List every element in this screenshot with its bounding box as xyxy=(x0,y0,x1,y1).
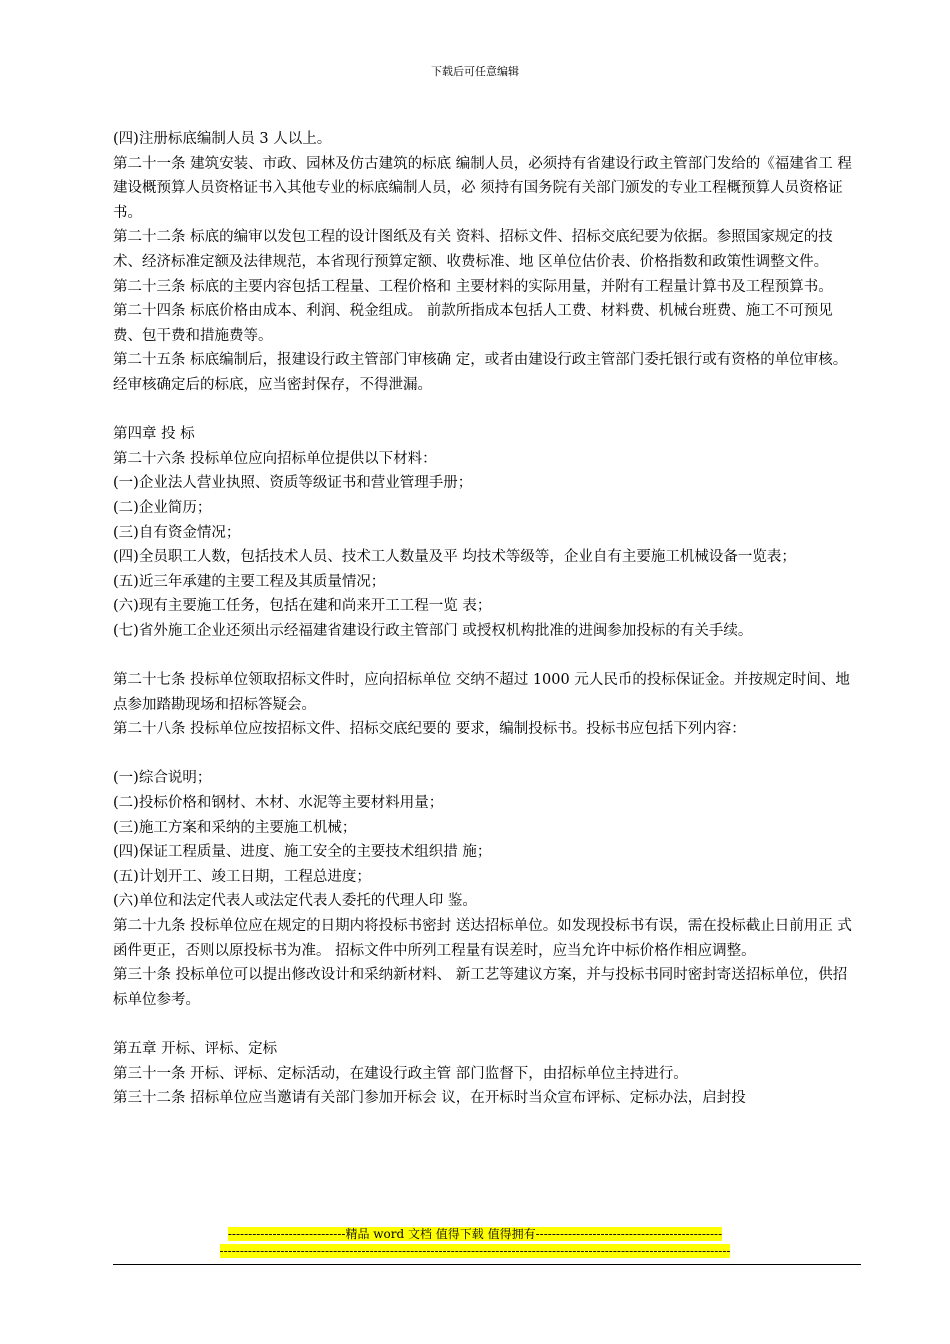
paragraph: 第二十七条 投标单位领取招标文件时，应向招标单位 交纳不超过 1000 元人民币的投标保证金。并按规定时间、地 点参加踏勘现场和招标答疑会。 xyxy=(113,672,850,713)
paragraph: 第三十二条 招标单位应当邀请有关部门参加开标会 议，在开标时当众宣布评标、定标办法，启封投 xyxy=(113,1090,746,1107)
list-item: (六)单位和法定代表人或法定代表人委托的代理人印 鉴。 xyxy=(113,893,477,910)
paragraph: 第二十八条 投标单位应按招标文件、招标交底纪要的 要求，编制投标书。投标书应包括下列内容： xyxy=(113,721,746,738)
paragraph: 第二十三条 标底的主要内容包括工程量、工程价格和 主要材料的实际用量，并附有工程量计算书及工程预算书。 xyxy=(113,278,833,295)
list-item: (一)综合说明； xyxy=(113,770,212,787)
blank-line xyxy=(113,643,861,668)
chapter-heading: 第四章 投 标 xyxy=(113,426,195,443)
blank-line xyxy=(113,742,861,767)
paragraph: 第二十二条 标底的编审以发包工程的设计图纸及有关 资料、招标文件、招标交底纪要为依据。参照国家规定的技 术、经济标准定额及法律规范，本省现行预算定额、收费标准、地 区单位估价表、价格指数和政策性调整文件。 xyxy=(113,229,833,270)
blank-line xyxy=(113,1012,861,1037)
page-header xyxy=(0,64,950,80)
list-item: (三)自有资金情况； xyxy=(113,524,241,541)
paragraph: 第二十六条 投标单位应向招标单位提供以下材料： xyxy=(113,450,437,467)
blank-line xyxy=(113,398,861,423)
paragraph: 第二十一条 建筑安装、市政、园林及仿古建筑的标底 编制人员，必须持有省建设行政主管部门发给的《福建省工 程建设概预算人员资格证书入其他专业的标底编制人员，必 须持有国务院有关部门颁发的专业工程概预算人员资格证 书。 xyxy=(113,155,852,221)
footer-line-2: ------------------------------------------------------------------------------------------------------------------------------ xyxy=(219,1244,731,1258)
list-item: (六)现有主要施工任务，包括在建和尚来开工工程一览 表； xyxy=(113,598,492,615)
paragraph: 第二十五条 标底编制后，报建设行政主管部门审核确 定，或者由建设行政主管部门委托银行或有资格的单位审核。 经审核确定后的标底，应当密封保存，不得泄漏。 xyxy=(113,352,848,393)
list-item: (五)近三年承建的主要工程及其质量情况； xyxy=(113,573,386,590)
paragraph: 第二十九条 投标单位应在规定的日期内将投标书密封 送达招标单位。如发现投标书有误，需在投标截止日前用正 式函件更正，否则以原投标书为准。 招标文件中所列工程量有误差时，应当允许中标价格作相应调整。 xyxy=(113,918,852,959)
footer-line-1: -----------------------------精品 word 文档 值得下载 值得拥有---------------------------------------------- xyxy=(227,1227,723,1241)
list-item: (二)投标价格和钢材、木材、水泥等主要材料用量； xyxy=(113,795,444,812)
list-item: (七)省外施工企业还须出示经福建省建设行政主管部门 或授权机构批准的进闽参加投标的有关手续。 xyxy=(113,622,753,639)
list-item: (五)计划开工、竣工日期，工程总进度； xyxy=(113,868,371,885)
document-body xyxy=(113,127,861,1111)
list-item: (四)全员职工人数，包括技术人员、技术工人数量及平 均技术等级等，企业自有主要施工机械设备一览表； xyxy=(113,549,796,566)
list-item: (二)企业简历； xyxy=(113,499,212,516)
footer-divider xyxy=(113,1264,861,1265)
header-text: 下载后可任意编辑 xyxy=(431,65,519,78)
chapter-heading: 第五章 开标、评标、定标 xyxy=(113,1040,278,1057)
list-item: (一)企业法人营业执照、资质等级证书和营业管理手册； xyxy=(113,475,473,492)
paragraph: 第二十四条 标底价格由成本、利润、税金组成。 前款所指成本包括人工费、材料费、机械台班费、施工不可预见费、包干费和措施费等。 xyxy=(113,303,833,344)
footer-banner xyxy=(0,1226,950,1260)
list-item: (四)保证工程质量、进度、施工安全的主要技术组织措 施； xyxy=(113,844,492,861)
paragraph: (四)注册标底编制人员 3 人以上。 xyxy=(113,131,332,147)
list-item: (三)施工方案和采纳的主要施工机械； xyxy=(113,819,357,836)
paragraph: 第三十一条 开标、评标、定标活动，在建设行政主管 部门监督下，由招标单位主持进行。 xyxy=(113,1065,688,1082)
paragraph: 第三十条 投标单位可以提出修改设计和采纳新材料、 新工艺等建议方案，并与投标书同时密封寄送招标单位，供招标单位参考。 xyxy=(113,967,848,1008)
